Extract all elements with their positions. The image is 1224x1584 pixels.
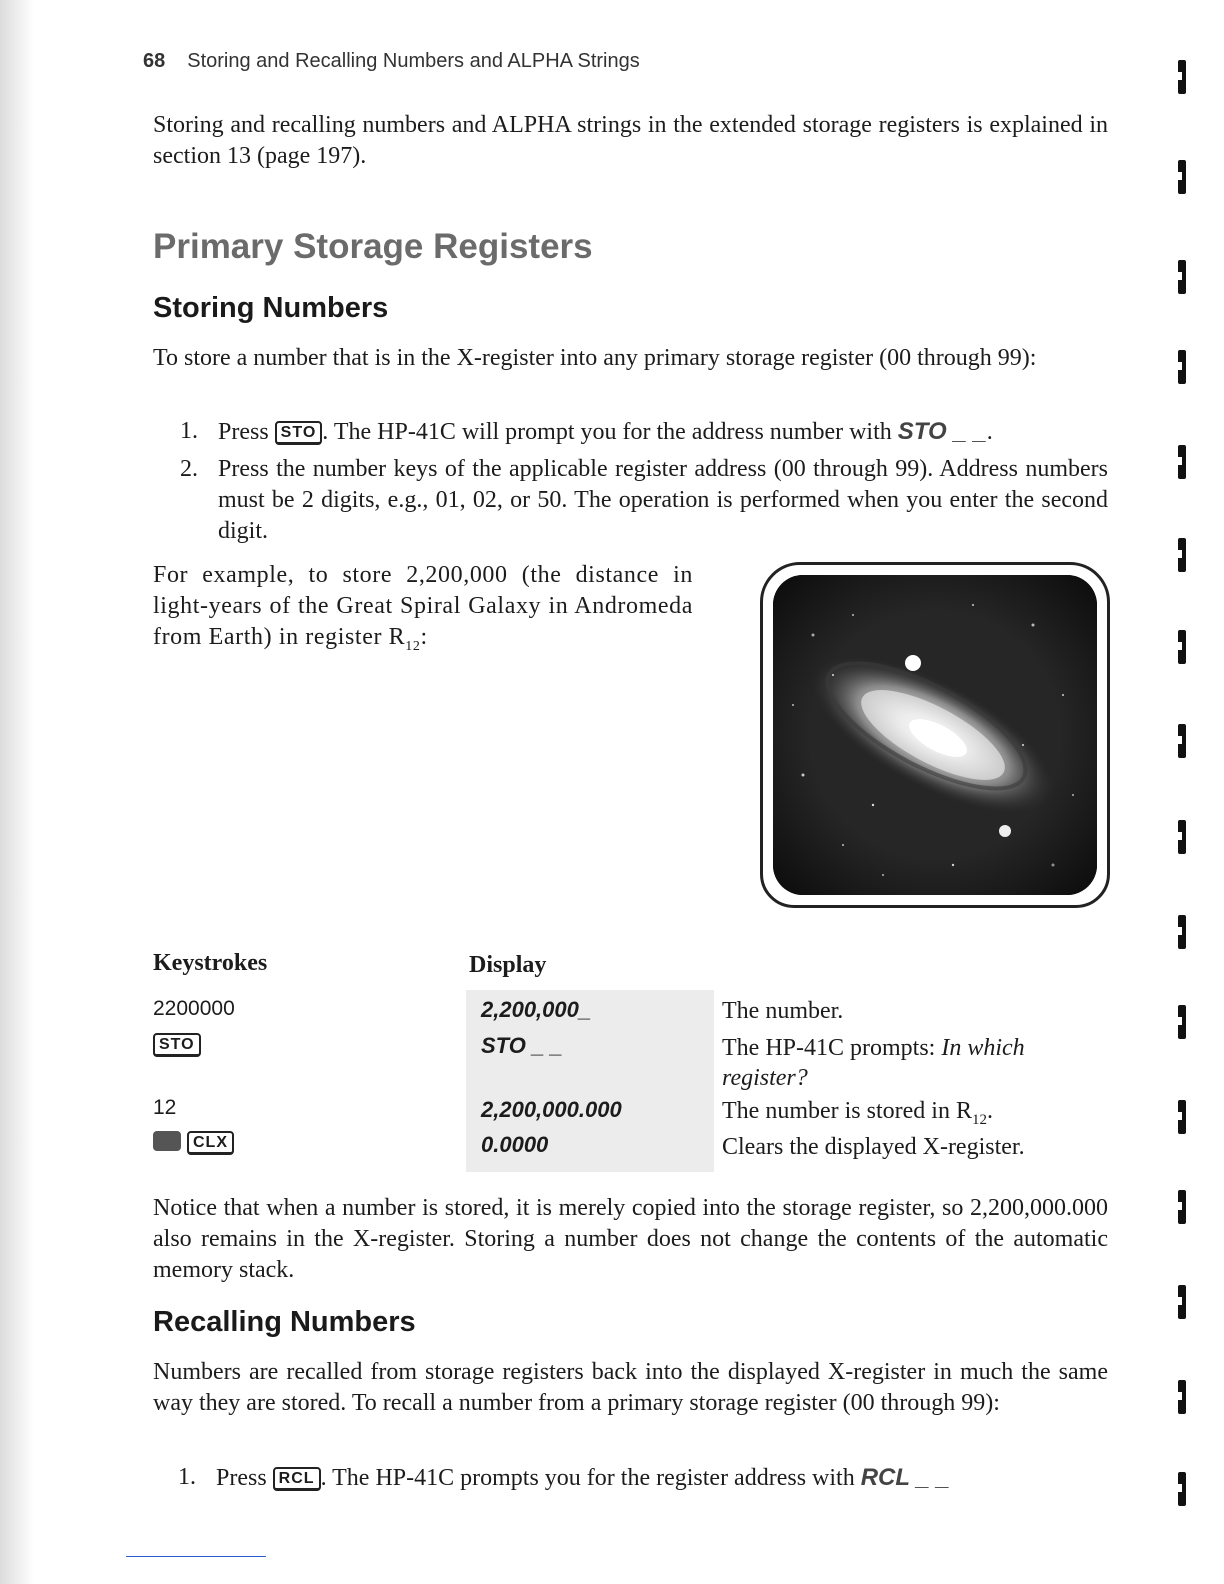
display-cell: 0.0000 [481,1132,549,1157]
step-text: Press the number keys of the applicable register address (00 through 99). Address numbers must be 2 digits, e.g., 01, 02, or 50. The operation is performed when you enter the second digit. [218,456,1108,544]
description-end: . [986,1098,993,1124]
binding-hole [1178,724,1186,758]
binding-hole [1178,1380,1186,1414]
step-text: . The HP-41C will prompt you for the address number with [322,419,892,445]
clx-key: CLX [187,1131,234,1155]
section-title: Primary Storage Registers [153,227,593,266]
spiral-binding [1178,60,1190,1520]
binding-hole [1178,60,1186,94]
running-header [143,50,640,73]
binding-hole [1178,820,1186,854]
example-paragraph [153,560,693,662]
binding-hole [1178,445,1186,479]
binding-hole [1178,1100,1186,1134]
binding-hole [1178,1190,1186,1224]
recalling-lead: Numbers are recalled from storage registers back into the displayed X-register in much the same way they are stored. To recall a number from a primary storage register (00 through 99): [153,1359,1108,1416]
description-text: The HP-41C prompts: [722,1035,936,1061]
step-text: . [986,419,993,445]
description-subscript: 12 [971,1111,987,1128]
page-number: 68 [143,50,166,72]
binding-hole [1178,538,1186,572]
running-title: Storing and Recalling Numbers and ALPHA Strings [187,50,640,72]
rcl-prompt: RCL _ _ [860,1464,950,1491]
example-subscript: 12 [405,638,421,654]
description-cell: The number. [722,998,844,1024]
description-cell: Clears the displayed X-register. [722,1134,1025,1160]
step-number: 1. [178,1464,196,1490]
storing-heading: Storing Numbers [153,292,389,324]
step-text: Press [216,1465,267,1491]
description-cell [722,1033,1102,1093]
description-cell [722,1096,1102,1135]
step-number: 1. [180,418,198,444]
sto-key: STO [153,1033,201,1057]
page-edge-shadow [0,0,34,1584]
sto-prompt: STO _ _ [897,418,987,445]
binding-hole [1178,630,1186,664]
binding-hole [1178,1285,1186,1319]
sto-key: STO [275,421,323,445]
binding-hole [1178,260,1186,294]
keystroke-cell [153,1030,201,1060]
keystroke-cell: 2200000 [153,997,235,1020]
recalling-heading: Recalling Numbers [153,1306,416,1338]
keystroke-cell: 12 [153,1096,177,1119]
rcl-key: RCL [273,1467,321,1491]
display-header: Display [469,952,547,978]
binding-hole [1178,1472,1186,1506]
example-end: : [420,624,428,650]
shift-key [153,1131,181,1151]
binding-hole [1178,350,1186,384]
intro-paragraph: Storing and recalling numbers and ALPHA strings in the extended storage registers is explained in section 13 (page 197). [153,112,1108,169]
display-cell: 2,200,000.000 [481,1097,622,1122]
description-italic: In which register? [722,1035,1025,1091]
keystrokes-header: Keystrokes [153,950,268,976]
keystroke-cell [153,1128,234,1158]
example-text: For example, to store 2,200,000 (the distance in light-years of the Great Spiral Galaxy in Andromeda from Earth) in register R [153,562,693,650]
step-text: . The HP-41C prompts you for the register address with [320,1465,855,1491]
step-number: 2. [180,456,198,482]
step-text: Press [218,419,269,445]
binding-hole [1178,915,1186,949]
display-cell: 2,200,000_ [481,997,592,1022]
galaxy-image [773,575,1097,895]
storing-lead: To store a number that is in the X-register into any primary storage register (00 through 99): [153,345,1037,371]
binding-hole [1178,160,1186,194]
footnote-rule [126,1556,266,1557]
binding-hole [1178,1005,1186,1039]
andromeda-galaxy-photo [760,562,1110,908]
description-text: The number is stored in R [722,1098,972,1124]
display-cell: STO _ _ [481,1033,563,1058]
notice-paragraph: Notice that when a number is stored, it is merely copied into the storage register, so 2,200,000.000 also remains in the X-register. Storing a number does not change the contents of the automatic memory stack. [153,1195,1108,1283]
